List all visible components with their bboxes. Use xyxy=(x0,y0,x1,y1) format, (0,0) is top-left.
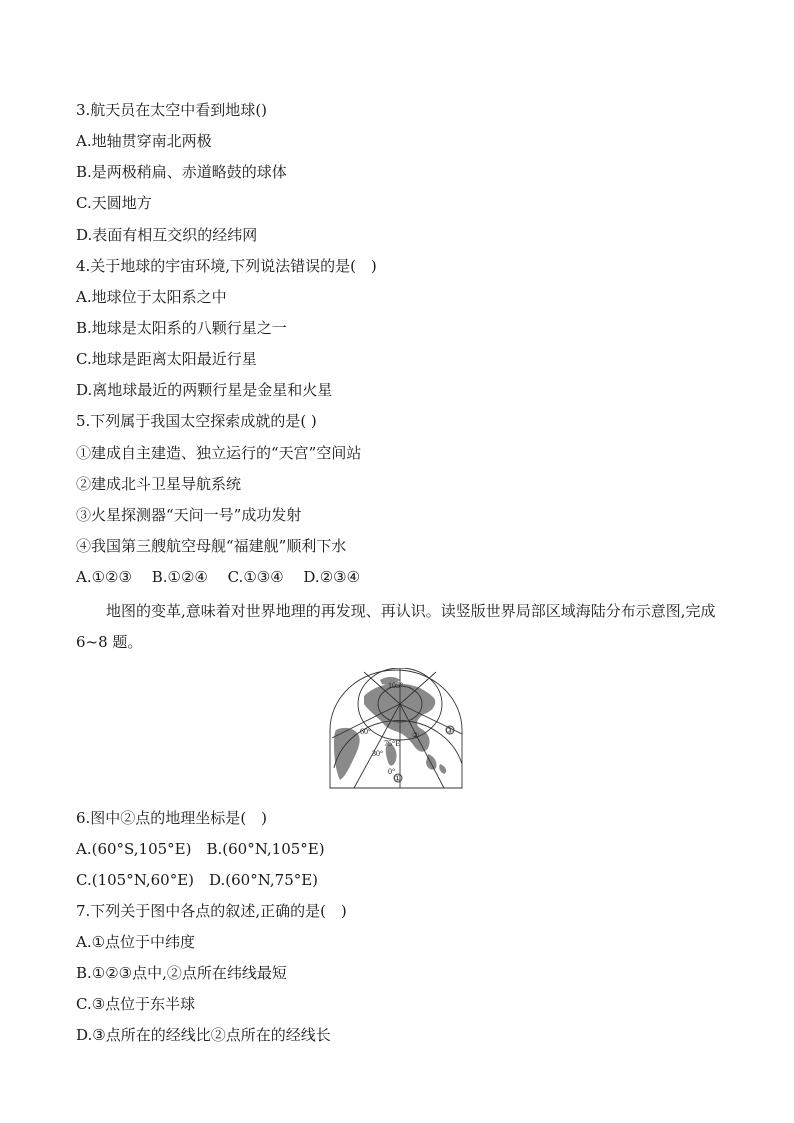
land-island-small xyxy=(439,764,446,774)
question-6-options-row-1: A.(60°S,105°E) B.(60°N,105°E) xyxy=(76,840,325,858)
label-lat-30: 30° xyxy=(372,749,384,758)
question-5-item-2: ②建成北斗卫星导航系统 xyxy=(76,475,242,493)
question-5-item-3: ③火星探测器“天问一号”成功发射 xyxy=(76,506,302,524)
meridian-right xyxy=(400,704,444,788)
question-7-stem: 7.下列关于图中各点的叙述,正确的是( ) xyxy=(76,902,347,920)
map-graticule xyxy=(328,668,464,789)
question-5-stem: 5.下列属于我国太空探索成就的是( ) xyxy=(76,412,317,430)
question-5-item-1: ①建成自主建造、独立运行的“天宫”空间站 xyxy=(76,444,362,462)
question-3-option-b: B.是两极稍扁、赤道略鼓的球体 xyxy=(76,163,287,181)
label-lon-75e: 75°E xyxy=(384,739,401,748)
question-5-choices: A.①②③ B.①②④ C.①③④ D.②③④ xyxy=(76,568,361,586)
question-5-item-4: ④我国第三艘航空母舰“福建舰”顺利下水 xyxy=(76,537,347,555)
question-6-stem: 6.图中②点的地理坐标是( ) xyxy=(76,809,268,827)
label-point-3: ③ xyxy=(446,726,454,735)
label-lat-60: 60° xyxy=(360,727,372,736)
label-point-2: ② xyxy=(412,731,420,740)
question-4-stem: 4.关于地球的宇宙环境,下列说法错误的是( ) xyxy=(76,257,377,275)
intro-paragraph: 地图的变革,意味着对世界地理的再发现、再认识。读竖版世界局部区域海陆分布示意图,完成 6~8 题。 xyxy=(76,602,716,651)
question-4-option-b: B.地球是太阳系的八颗行星之一 xyxy=(76,319,287,337)
question-3-stem: 3.航天员在太空中看到地球() xyxy=(76,101,268,119)
question-4-option-c: C.地球是距离太阳最近行星 xyxy=(76,350,257,368)
question-3-option-d: D.表面有相互交织的经纬网 xyxy=(76,226,258,244)
question-7-option-c: C.③点位于东半球 xyxy=(76,995,196,1013)
label-lat-0: 0° xyxy=(388,767,396,776)
land-africa xyxy=(334,728,360,780)
map-figure xyxy=(328,668,464,789)
question-3-option-c: C.天圆地方 xyxy=(76,194,152,212)
question-4-option-a: A.地球位于太阳系之中 xyxy=(76,288,227,306)
question-7-option-d: D.③点所在的经线比②点所在的经线长 xyxy=(76,1026,331,1044)
question-6-options-row-2: C.(105°N,60°E) D.(60°N,75°E) xyxy=(76,871,319,889)
question-7-option-b: B.①②③点中,②点所在纬线最短 xyxy=(76,964,287,982)
question-7-option-a: A.①点位于中纬度 xyxy=(76,933,196,951)
label-lon-105: 105° xyxy=(388,681,404,690)
question-4-option-d: D.离地球最近的两颗行星是金星和火星 xyxy=(76,381,333,399)
label-point-1: ① xyxy=(394,774,402,783)
question-3-option-a: A.地轴贯穿南北两极 xyxy=(76,132,212,150)
